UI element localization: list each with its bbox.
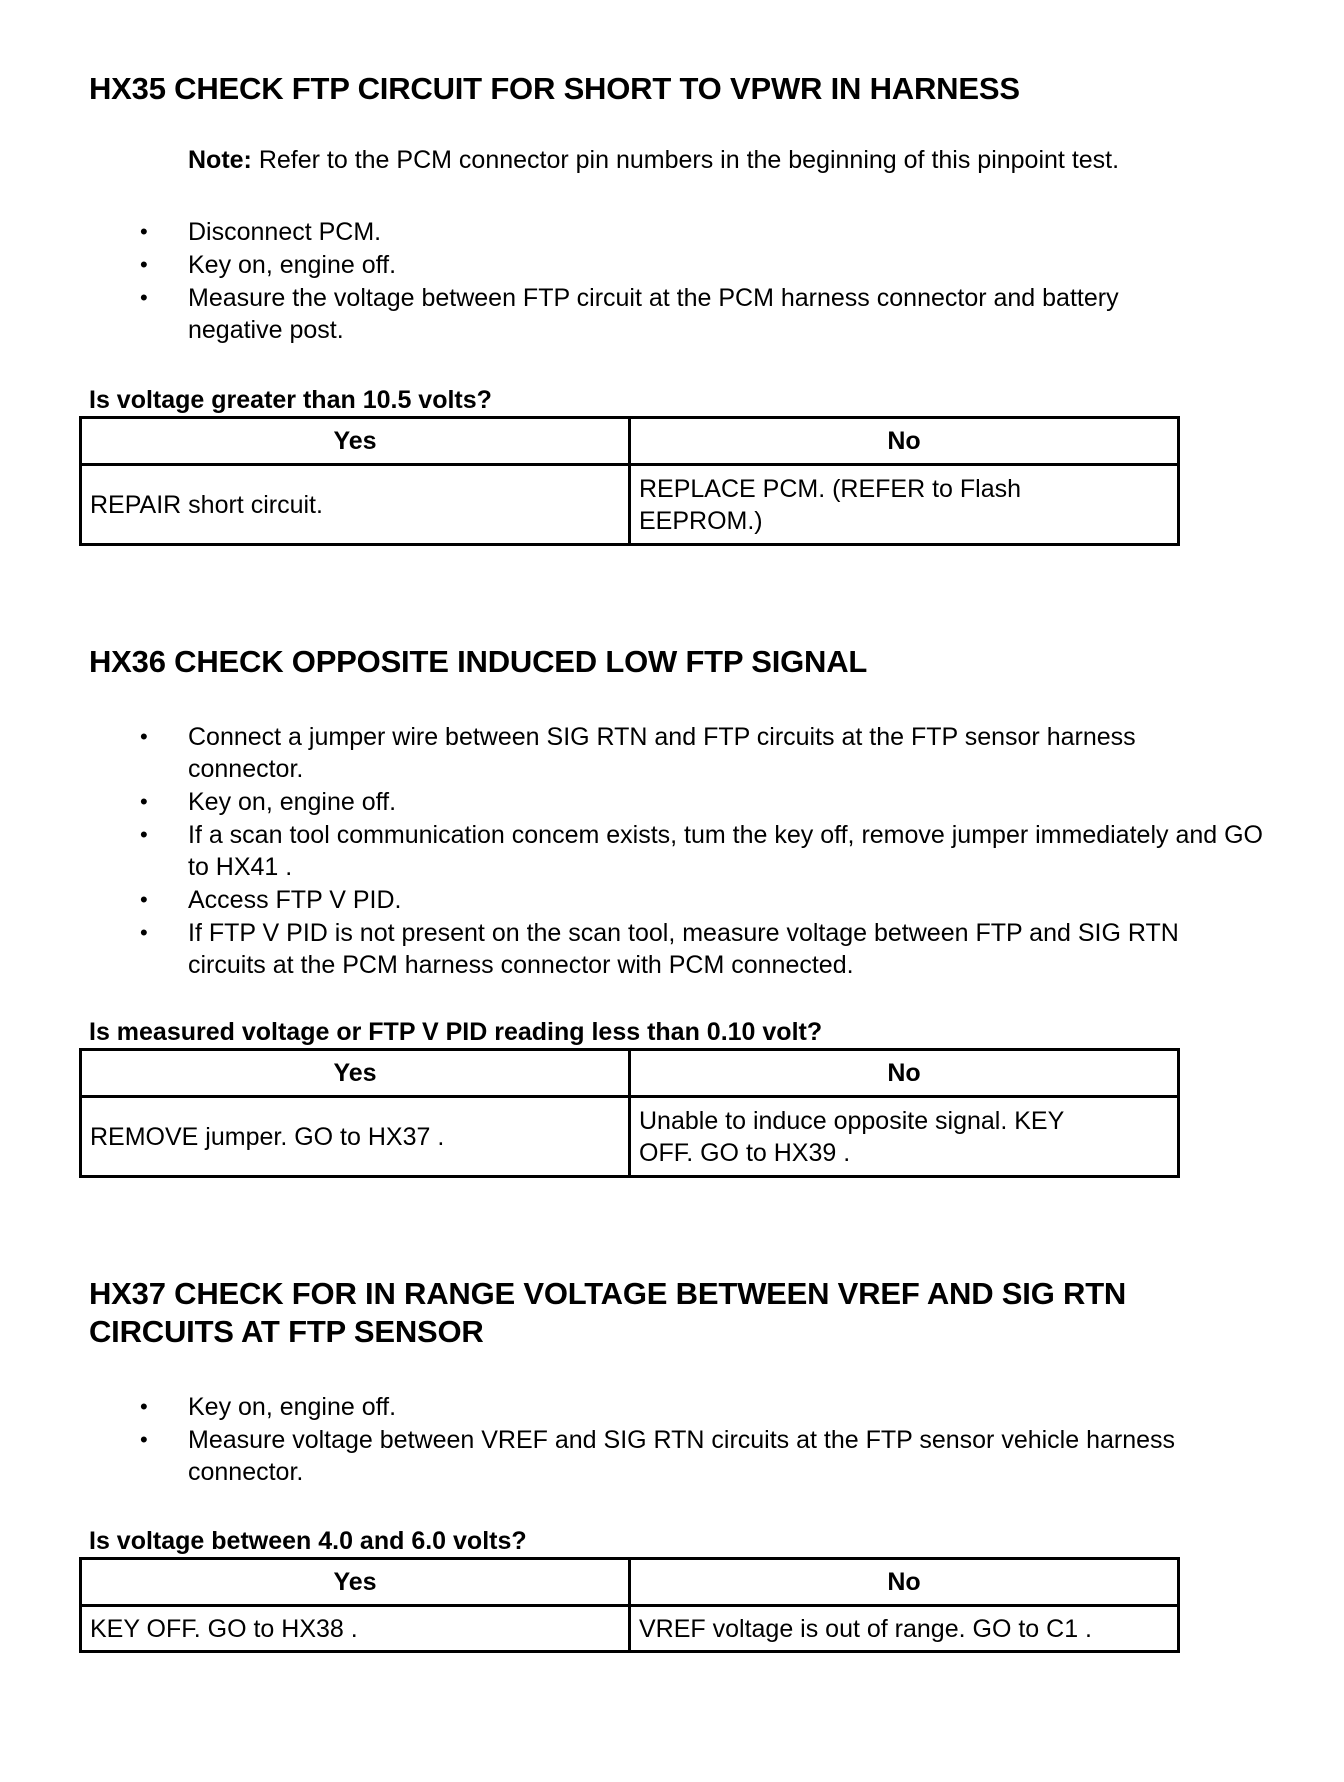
decision-question-hx37: Is voltage between 4.0 and 6.0 volts? (89, 1527, 527, 1555)
heading-line: CIRCUITS AT FTP SENSOR (89, 1314, 484, 1349)
bullet-icon: • (140, 887, 148, 912)
yes-cell: REMOVE jumper. GO to HX37 . (81, 1097, 630, 1177)
bullet-icon: • (140, 789, 148, 814)
yes-no-table-hx36 (79, 1048, 1180, 1178)
yes-column-header: Yes (81, 1559, 630, 1606)
bullet-icon: • (140, 219, 148, 244)
list-item (0, 786, 1290, 818)
bullet-list-hx35 (0, 216, 1290, 347)
note-paragraph (188, 144, 1119, 176)
list-item (0, 216, 1290, 248)
list-item (0, 917, 1290, 981)
table-row (81, 465, 1179, 545)
bullet-icon: • (140, 1427, 148, 1452)
yes-no-table-hx35 (79, 416, 1180, 546)
yes-cell: REPAIR short circuit. (81, 465, 630, 545)
table-header-row (81, 1050, 1179, 1097)
list-item (0, 249, 1290, 281)
section-heading-hx35: HX35 CHECK FTP CIRCUIT FOR SHORT TO VPWR IN HARNESS (89, 71, 1020, 106)
list-item (0, 721, 1290, 785)
list-item-text: Disconnect PCM. (188, 218, 382, 246)
table-row (81, 1097, 1179, 1177)
bullet-list-hx37 (0, 1391, 1290, 1489)
list-item-text: Connect a jumper wire between SIG RTN and FTP circuits at the FTP sensor harness connector. (188, 723, 1136, 783)
bullet-icon: • (140, 252, 148, 277)
list-item (0, 884, 1290, 916)
list-item-text: If FTP V PID is not present on the scan tool, measure voltage between FTP and SIG RTN circuits at the PCM harness connector with PCM connected. (188, 919, 1179, 979)
note-label: Note: (188, 146, 252, 174)
table-row (81, 1606, 1179, 1652)
bullet-list-hx36 (0, 721, 1290, 982)
note-text: Refer to the PCM connector pin numbers in the beginning of this pinpoint test. (251, 146, 1120, 174)
no-cell: VREF voltage is out of range. GO to C1 . (630, 1606, 1179, 1652)
list-item-text: If a scan tool communication concem exists, tum the key off, remove jumper immediately and GO to HX41 . (188, 821, 1263, 881)
list-item (0, 1424, 1290, 1488)
table-header-row (81, 418, 1179, 465)
bullet-icon: • (140, 724, 148, 749)
table-header-row (81, 1559, 1179, 1606)
decision-question-hx36: Is measured voltage or FTP V PID reading less than 0.10 volt? (89, 1018, 823, 1046)
list-item-text: Key on, engine off. (188, 788, 397, 816)
list-item (0, 282, 1290, 346)
no-column-header: No (630, 1050, 1179, 1097)
list-item-text: Key on, engine off. (188, 1393, 397, 1421)
bullet-icon: • (140, 920, 148, 945)
list-item (0, 1391, 1290, 1423)
bullet-icon: • (140, 285, 148, 310)
no-column-header: No (630, 1559, 1179, 1606)
decision-question-hx35: Is voltage greater than 10.5 volts? (89, 386, 492, 414)
list-item (0, 819, 1290, 883)
bullet-icon: • (140, 822, 148, 847)
no-column-header: No (630, 418, 1179, 465)
list-item-text: Measure the voltage between FTP circuit at the PCM harness connector and battery negative post. (188, 284, 1119, 344)
yes-column-header: Yes (81, 418, 630, 465)
yes-no-table-hx37 (79, 1557, 1180, 1653)
list-item-text: Measure voltage between VREF and SIG RTN circuits at the FTP sensor vehicle harness connector. (188, 1426, 1176, 1486)
section-heading-hx37 (89, 1275, 1126, 1351)
section-heading-hx36: HX36 CHECK OPPOSITE INDUCED LOW FTP SIGNAL (89, 644, 868, 679)
bullet-icon: • (140, 1394, 148, 1419)
yes-cell: KEY OFF. GO to HX38 . (81, 1606, 630, 1652)
heading-line: HX37 CHECK FOR IN RANGE VOLTAGE BETWEEN VREF AND SIG RTN (89, 1276, 1127, 1311)
no-cell: REPLACE PCM. (REFER to Flash EEPROM.) (630, 465, 1179, 545)
no-cell: Unable to induce opposite signal. KEY OFF. GO to HX39 . (630, 1097, 1179, 1177)
yes-column-header: Yes (81, 1050, 630, 1097)
list-item-text: Access FTP V PID. (188, 886, 402, 914)
list-item-text: Key on, engine off. (188, 251, 397, 279)
